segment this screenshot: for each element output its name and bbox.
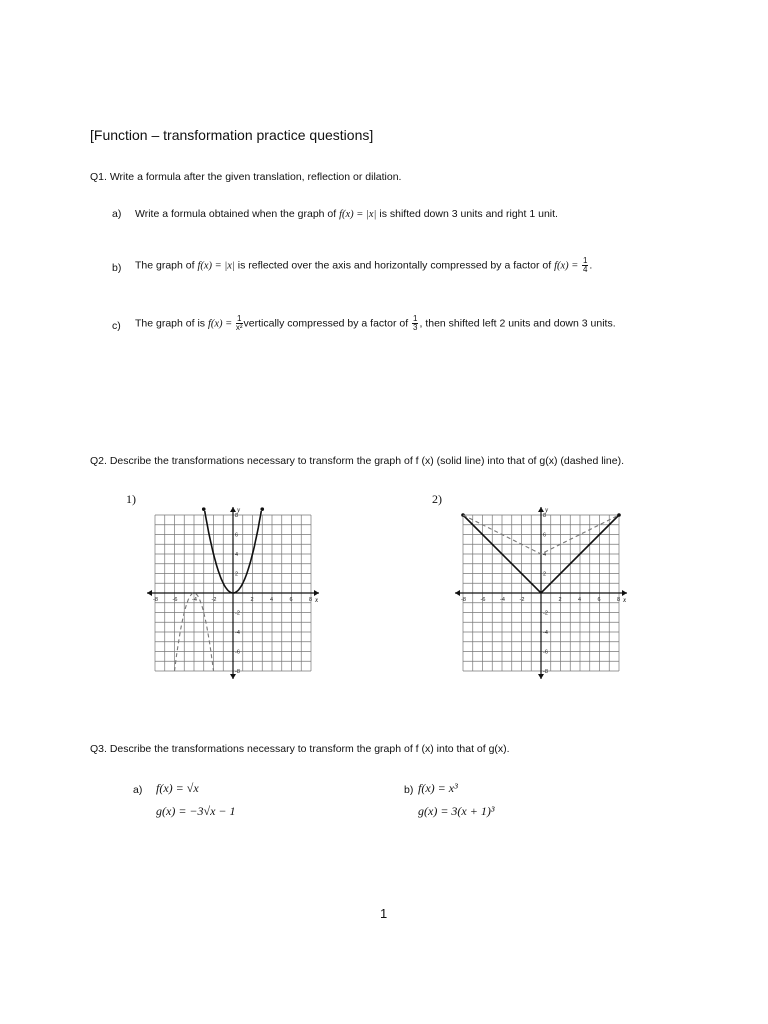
q3b-g: g(x) = 3(x + 1)³ [418, 804, 495, 818]
page-number: 1 [380, 906, 388, 921]
q2-heading: Q2. Describe the transformations necessary to transform the graph of f (x) (solid line) into that of g(x) (dashed line). [90, 455, 624, 467]
q1a-label: a) [112, 208, 122, 220]
q3b-f: f(x) = x³ [418, 781, 458, 795]
x-tick-label: 8 [617, 597, 621, 603]
x-axis-label: x [623, 596, 627, 604]
x-axis-arrow-left [455, 590, 460, 596]
x-tick-label: -6 [172, 597, 178, 603]
x-tick-label: -4 [192, 597, 197, 603]
graph-1 [145, 503, 325, 678]
q1c-label: c) [112, 320, 121, 332]
y-tick-label: -8 [543, 669, 548, 675]
series-endpoint [617, 513, 621, 517]
y-tick-label: -4 [543, 630, 548, 636]
y-axis-arrow-up [538, 507, 544, 512]
y-axis-label: y [237, 506, 241, 514]
y-axis-label: y [545, 506, 549, 514]
graph2-label: 2) [432, 492, 442, 506]
x-tick-label: 2 [250, 597, 254, 603]
y-tick-label: 2 [543, 571, 547, 578]
y-tick-label: -6 [235, 649, 240, 656]
page-title: [Function – transformation practice questions] [90, 127, 374, 143]
q1c-fraction-2: $\frac{1}{3}$ [413, 314, 418, 332]
x-tick-label: -8 [461, 597, 466, 603]
x-tick-label: 4 [578, 597, 582, 603]
q1-heading: Q1. Write a formula after the given translation, reflection or dilation. [90, 171, 402, 183]
x-tick-label: -2 [519, 597, 525, 603]
q1b-formula: f(x) = |x| [197, 260, 235, 272]
q1b-text: The graph of f(x) = |x| is reflected over the axis and horizontally compressed by a factor of f(x) = $\frac{1}{4}$ . [135, 256, 593, 274]
q3a-g: g(x) = −3√x − 1 [156, 804, 236, 818]
x-tick-label: -2 [211, 597, 217, 603]
y-tick-label: 4 [235, 552, 239, 558]
x-tick-label: 6 [597, 597, 601, 603]
q1b-fraction: $\frac{1}{4}$ [582, 256, 588, 274]
x-tick-label: 6 [289, 597, 293, 603]
y-tick-label: -2 [543, 610, 548, 617]
q1c-fraction: $\frac{1}{\text{x²}}$ [235, 314, 243, 332]
y-tick-label: 6 [235, 532, 239, 539]
graph-2 [453, 503, 633, 678]
q1a-formula: f(x) = |x| [339, 209, 377, 220]
series-endpoint [202, 507, 206, 511]
y-tick-label: 8 [235, 513, 239, 519]
q3a-f: f(x) = √x [156, 781, 199, 795]
x-tick-label: -4 [500, 597, 505, 603]
y-tick-label: 8 [543, 513, 547, 519]
y-tick-label: 6 [543, 532, 547, 539]
x-axis-label: x [315, 596, 319, 604]
x-tick-label: -6 [480, 597, 486, 603]
graph1-label: 1) [126, 492, 136, 506]
x-tick-label: 2 [558, 597, 562, 603]
x-tick-label: 4 [270, 597, 274, 603]
x-tick-label: -8 [153, 597, 158, 603]
y-tick-label: -8 [235, 669, 240, 675]
y-tick-label: 4 [543, 552, 547, 558]
q3b-label: b) [404, 784, 414, 796]
y-tick-label: -6 [543, 649, 548, 656]
x-tick-label: 8 [309, 597, 313, 603]
q1a-text: Write a formula obtained when the graph of f(x) = |x| is shifted down 3 units and right 1 unit. [135, 208, 558, 220]
q1b-label: b) [112, 262, 122, 274]
y-axis-arrow-up [230, 507, 236, 512]
y-tick-label: 2 [235, 571, 239, 578]
q3-heading: Q3. Describe the transformations necessary to transform the graph of f (x) into that of g(x). [90, 743, 510, 755]
series-endpoint [260, 507, 264, 511]
y-tick-label: -2 [235, 610, 240, 617]
q1c-text: The graph of is f(x) = $\frac{1}{\text{x²}}$ vertically compressed by a factor of $\frac{1}{3}$ , then shifted left 2 units and down 3 units. [135, 314, 616, 332]
q3a-label: a) [133, 784, 143, 796]
x-axis-arrow-left [147, 590, 152, 596]
y-tick-label: -4 [235, 630, 240, 636]
